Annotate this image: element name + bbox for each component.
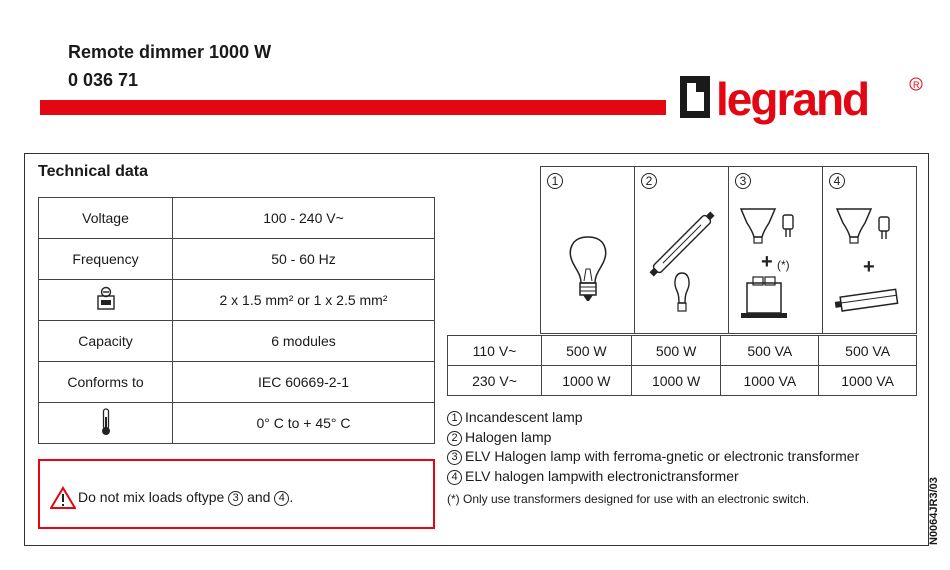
table-row — [39, 321, 435, 362]
row-label: Voltage — [39, 198, 173, 239]
table-row — [448, 366, 917, 396]
load-cell: 1000 VA — [819, 366, 917, 396]
warning-text: Do not mix loads oftype 3 and 4 . — [78, 489, 294, 505]
load-type-legend — [447, 408, 859, 486]
column-number: 3 — [735, 173, 751, 189]
elv-halogen-electronic-icon — [823, 189, 918, 329]
load-cell: 500 VA — [819, 336, 917, 366]
row-value: 0° C to + 45° C — [173, 403, 435, 444]
row-value: 50 - 60 Hz — [173, 239, 435, 280]
voltage-cell: 110 V~ — [448, 336, 542, 366]
table-row — [448, 336, 917, 366]
load-cell: 1000 W — [631, 366, 721, 396]
load-cell: 500 W — [542, 336, 632, 366]
product-title: Remote dimmer 1000 W — [68, 42, 272, 62]
load-type-3 — [729, 167, 823, 333]
table-row — [39, 198, 435, 239]
row-label: Frequency — [39, 239, 173, 280]
row-label: Conforms to — [39, 362, 173, 403]
warning-box — [38, 459, 435, 529]
load-cell: 1000 VA — [721, 366, 819, 396]
legrand-logo-text: legrand — [716, 73, 869, 125]
load-types-grid — [540, 166, 917, 334]
legrand-logo-mark — [680, 76, 710, 118]
column-number: 2 — [641, 173, 657, 189]
load-cell: 1000 W — [542, 366, 632, 396]
load-cell: 500 W — [631, 336, 721, 366]
halogen-lamp-icon — [635, 189, 729, 329]
elv-halogen-ferromagnetic-icon — [729, 189, 823, 329]
table-row — [39, 280, 435, 321]
table-row — [39, 403, 435, 444]
header-red-bar — [40, 100, 666, 115]
loads-table — [447, 335, 917, 396]
svg-text:+: + — [863, 256, 875, 278]
load-type-2 — [635, 167, 729, 333]
svg-text:R: R — [913, 80, 920, 90]
load-cell: 500 VA — [721, 336, 819, 366]
document-id: N0064JR3/03 — [928, 477, 940, 545]
table-row — [39, 362, 435, 403]
row-value: 2 x 1.5 mm² or 1 x 2.5 mm² — [173, 280, 435, 321]
technical-data-table — [38, 197, 435, 444]
row-value: IEC 60669-2-1 — [173, 362, 435, 403]
legend-item: 1 Incandescent lamp — [447, 408, 859, 428]
incandescent-lamp-icon — [541, 189, 635, 329]
column-number: 4 — [829, 173, 845, 189]
row-value: 100 - 240 V~ — [173, 198, 435, 239]
svg-text:+: + — [761, 251, 773, 273]
load-type-4 — [823, 167, 918, 333]
legrand-logo — [676, 70, 926, 134]
voltage-cell: 230 V~ — [448, 366, 542, 396]
technical-data-title: Technical data — [38, 163, 148, 180]
legend-item: 3 ELV Halogen lamp with ferroma-gnetic or electronic transformer — [447, 447, 859, 467]
column-number: 1 — [547, 173, 563, 189]
row-label: Capacity — [39, 321, 173, 362]
footnote: (*) Only use transformers designed for use with an electronic switch. — [447, 492, 810, 506]
legend-item: 4 ELV halogen lampwith electronictransformer — [447, 467, 859, 487]
thermometer-icon — [99, 407, 113, 437]
load-type-1 — [541, 167, 635, 333]
legend-item: 2 Halogen lamp — [447, 428, 859, 448]
row-value: 6 modules — [173, 321, 435, 362]
table-row — [39, 239, 435, 280]
warning-triangle-icon — [50, 486, 76, 510]
svg-text:(*): (*) — [777, 258, 790, 272]
product-reference: 0 036 71 — [68, 70, 139, 90]
terminal-screw-icon — [95, 286, 117, 312]
